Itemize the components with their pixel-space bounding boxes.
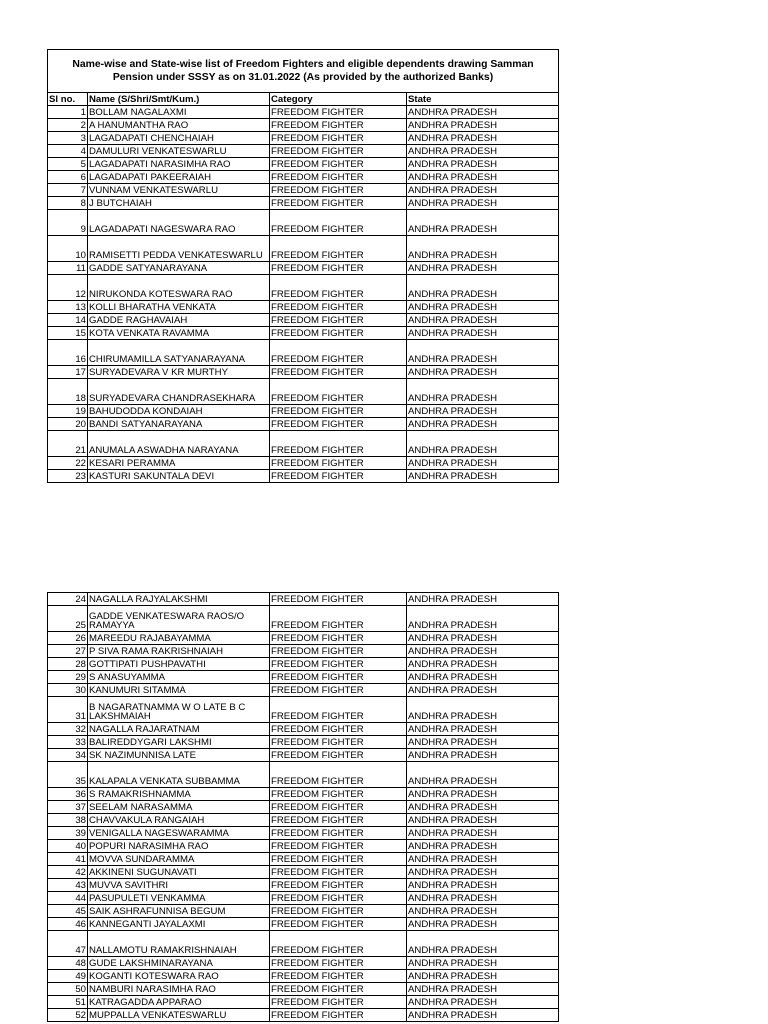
table-row (48, 171, 559, 184)
sl-cell: 37 (48, 801, 88, 814)
state-cell: ANDHRA PRADESH (407, 814, 559, 827)
state-cell: ANDHRA PRADESH (407, 957, 559, 970)
category-cell: FREEDOM FIGHTER (270, 119, 407, 132)
name-cell: NAGALLA RAJARATNAM (88, 723, 270, 736)
sl-cell: 34 (48, 749, 88, 762)
name-cell: LAGADAPATI NARASIMHA RAO (88, 158, 270, 171)
state-cell: ANDHRA PRADESH (407, 457, 559, 470)
state-cell: ANDHRA PRADESH (407, 840, 559, 853)
state-cell: ANDHRA PRADESH (407, 119, 559, 132)
state-cell: ANDHRA PRADESH (407, 749, 559, 762)
sl-cell: 29 (48, 671, 88, 684)
sl-cell: 46 (48, 918, 88, 931)
table-row (48, 119, 559, 132)
name-cell: SURYADEVARA CHANDRASEKHARA (88, 379, 270, 405)
table-row (48, 749, 559, 762)
state-cell: ANDHRA PRADESH (407, 658, 559, 671)
name-cell: BAHUDODDA KONDAIAH (88, 405, 270, 418)
name-cell: CHIRUMAMILLA SATYANARAYANA (88, 340, 270, 366)
state-cell: ANDHRA PRADESH (407, 762, 559, 788)
table-row (48, 671, 559, 684)
sl-cell: 42 (48, 866, 88, 879)
state-cell: ANDHRA PRADESH (407, 405, 559, 418)
table-row (48, 658, 559, 671)
sl-cell: 13 (48, 301, 88, 314)
name-cell: SURYADEVARA V KR MURTHY (88, 366, 270, 379)
state-cell: ANDHRA PRADESH (407, 1009, 559, 1022)
name-cell: B NAGARATNAMMA W O LATE B C LAKSHMAIAH (88, 697, 270, 723)
table-row (48, 275, 559, 301)
table-row (48, 814, 559, 827)
sl-cell: 7 (48, 184, 88, 197)
category-cell: FREEDOM FIGHTER (270, 853, 407, 866)
table-row (48, 853, 559, 866)
sl-cell: 31 (48, 697, 88, 723)
category-cell: FREEDOM FIGHTER (270, 840, 407, 853)
name-cell: AKKINENI SUGUNAVATI (88, 866, 270, 879)
state-cell: ANDHRA PRADESH (407, 379, 559, 405)
state-cell: ANDHRA PRADESH (407, 418, 559, 431)
category-cell: FREEDOM FIGHTER (270, 736, 407, 749)
name-cell: VUNNAM VENKATESWARLU (88, 184, 270, 197)
state-cell: ANDHRA PRADESH (407, 684, 559, 697)
sl-cell: 15 (48, 327, 88, 340)
state-cell: ANDHRA PRADESH (407, 340, 559, 366)
category-cell: FREEDOM FIGHTER (270, 892, 407, 905)
sl-cell: 49 (48, 970, 88, 983)
state-cell: ANDHRA PRADESH (407, 145, 559, 158)
table-row (48, 145, 559, 158)
pension-list-table-page-2 (47, 592, 559, 1022)
category-cell: FREEDOM FIGHTER (270, 457, 407, 470)
sl-cell: 22 (48, 457, 88, 470)
category-cell: FREEDOM FIGHTER (270, 470, 407, 483)
table-row (48, 645, 559, 658)
table-row (48, 723, 559, 736)
category-cell: FREEDOM FIGHTER (270, 931, 407, 957)
name-cell: NAMBURI NARASIMHA RAO (88, 983, 270, 996)
category-cell: FREEDOM FIGHTER (270, 132, 407, 145)
table-row (48, 918, 559, 931)
category-cell: FREEDOM FIGHTER (270, 671, 407, 684)
category-cell: FREEDOM FIGHTER (270, 236, 407, 262)
table-row (48, 931, 559, 957)
name-cell: RAMISETTI PEDDA VENKATESWARLU (88, 236, 270, 262)
name-cell: KALAPALA VENKATA SUBBAMMA (88, 762, 270, 788)
table-row (48, 366, 559, 379)
category-cell: FREEDOM FIGHTER (270, 379, 407, 405)
table-row (48, 184, 559, 197)
category-cell: FREEDOM FIGHTER (270, 762, 407, 788)
category-cell: FREEDOM FIGHTER (270, 723, 407, 736)
table-row (48, 158, 559, 171)
category-cell: FREEDOM FIGHTER (270, 275, 407, 301)
name-cell: GADDE RAGHAVAIAH (88, 314, 270, 327)
category-cell: FREEDOM FIGHTER (270, 262, 407, 275)
table-row (48, 892, 559, 905)
state-cell: ANDHRA PRADESH (407, 853, 559, 866)
name-cell: CHAVVAKULA RANGAIAH (88, 814, 270, 827)
table-row (48, 866, 559, 879)
category-cell: FREEDOM FIGHTER (270, 827, 407, 840)
category-cell: FREEDOM FIGHTER (270, 171, 407, 184)
category-cell: FREEDOM FIGHTER (270, 697, 407, 723)
state-cell: ANDHRA PRADESH (407, 723, 559, 736)
state-cell: ANDHRA PRADESH (407, 905, 559, 918)
state-cell: ANDHRA PRADESH (407, 470, 559, 483)
table-row (48, 879, 559, 892)
name-cell: KATRAGADDA APPARAO (88, 996, 270, 1009)
name-cell: KOLLI BHARATHA VENKATA (88, 301, 270, 314)
sl-cell: 20 (48, 418, 88, 431)
state-cell: ANDHRA PRADESH (407, 106, 559, 119)
sl-cell: 4 (48, 145, 88, 158)
name-cell: NALLAMOTU RAMAKRISHNAIAH (88, 931, 270, 957)
category-cell: FREEDOM FIGHTER (270, 684, 407, 697)
category-cell: FREEDOM FIGHTER (270, 645, 407, 658)
category-cell: FREEDOM FIGHTER (270, 197, 407, 210)
sl-cell: 26 (48, 632, 88, 645)
category-cell: FREEDOM FIGHTER (270, 918, 407, 931)
state-cell: ANDHRA PRADESH (407, 671, 559, 684)
state-cell: ANDHRA PRADESH (407, 158, 559, 171)
category-cell: FREEDOM FIGHTER (270, 405, 407, 418)
state-cell: ANDHRA PRADESH (407, 301, 559, 314)
name-cell: LAGADAPATI NAGESWARA RAO (88, 210, 270, 236)
sl-cell: 12 (48, 275, 88, 301)
category-cell: FREEDOM FIGHTER (270, 106, 407, 119)
name-cell: PASUPULETI VENKAMMA (88, 892, 270, 905)
category-cell: FREEDOM FIGHTER (270, 184, 407, 197)
state-cell: ANDHRA PRADESH (407, 918, 559, 931)
header-row (48, 93, 559, 106)
category-cell: FREEDOM FIGHTER (270, 593, 407, 606)
name-cell: MAREEDU RAJABAYAMMA (88, 632, 270, 645)
name-cell: MOVVA SUNDARAMMA (88, 853, 270, 866)
sl-cell: 5 (48, 158, 88, 171)
category-cell: FREEDOM FIGHTER (270, 340, 407, 366)
state-cell: ANDHRA PRADESH (407, 210, 559, 236)
sl-cell: 6 (48, 171, 88, 184)
state-cell: ANDHRA PRADESH (407, 236, 559, 262)
name-cell: LAGADAPATI CHENCHAIAH (88, 132, 270, 145)
name-cell: BOLLAM NAGALAXMI (88, 106, 270, 119)
state-cell: ANDHRA PRADESH (407, 697, 559, 723)
name-cell: NAGALLA RAJYALAKSHMI (88, 593, 270, 606)
table-row (48, 106, 559, 119)
category-cell: FREEDOM FIGHTER (270, 366, 407, 379)
table-row (48, 1009, 559, 1022)
state-cell: ANDHRA PRADESH (407, 262, 559, 275)
state-cell: ANDHRA PRADESH (407, 171, 559, 184)
state-cell: ANDHRA PRADESH (407, 314, 559, 327)
column-header-state: State (407, 93, 559, 106)
title-row (48, 50, 559, 93)
state-cell: ANDHRA PRADESH (407, 788, 559, 801)
category-cell: FREEDOM FIGHTER (270, 314, 407, 327)
sl-cell: 21 (48, 431, 88, 457)
table-row (48, 340, 559, 366)
sl-cell: 40 (48, 840, 88, 853)
name-cell: POPURI NARASIMHA RAO (88, 840, 270, 853)
category-cell: FREEDOM FIGHTER (270, 658, 407, 671)
sl-cell: 44 (48, 892, 88, 905)
category-cell: FREEDOM FIGHTER (270, 431, 407, 457)
table-row (48, 762, 559, 788)
name-cell: SK NAZIMUNNISA LATE (88, 749, 270, 762)
name-cell: KANNEGANTI JAYALAXMI (88, 918, 270, 931)
state-cell: ANDHRA PRADESH (407, 593, 559, 606)
name-cell: GADDE VENKATESWARA RAOS/O RAMAYYA (88, 606, 270, 632)
table-row (48, 684, 559, 697)
state-cell: ANDHRA PRADESH (407, 366, 559, 379)
category-cell: FREEDOM FIGHTER (270, 905, 407, 918)
state-cell: ANDHRA PRADESH (407, 931, 559, 957)
state-cell: ANDHRA PRADESH (407, 431, 559, 457)
table-row (48, 431, 559, 457)
state-cell: ANDHRA PRADESH (407, 970, 559, 983)
name-cell: VENIGALLA NAGESWARAMMA (88, 827, 270, 840)
sl-cell: 32 (48, 723, 88, 736)
name-cell: GADDE SATYANARAYANA (88, 262, 270, 275)
category-cell: FREEDOM FIGHTER (270, 879, 407, 892)
sl-cell: 51 (48, 996, 88, 1009)
state-cell: ANDHRA PRADESH (407, 327, 559, 340)
table-row (48, 996, 559, 1009)
category-cell: FREEDOM FIGHTER (270, 957, 407, 970)
table-row (48, 840, 559, 853)
name-cell: J BUTCHAIAH (88, 197, 270, 210)
pension-list-table-page-1 (47, 49, 559, 483)
name-cell: KASTURI SAKUNTALA DEVI (88, 470, 270, 483)
sl-cell: 41 (48, 853, 88, 866)
table-row (48, 983, 559, 996)
state-cell: ANDHRA PRADESH (407, 996, 559, 1009)
sl-cell: 16 (48, 340, 88, 366)
category-cell: FREEDOM FIGHTER (270, 327, 407, 340)
sl-cell: 17 (48, 366, 88, 379)
name-cell: MUPPALLA VENKATESWARLU (88, 1009, 270, 1022)
sl-cell: 27 (48, 645, 88, 658)
table-row (48, 606, 559, 632)
document-title: Name-wise and State-wise list of Freedom Fighters and eligible dependents drawing Samman Pension under SSSY as on 31.01.2022 (As provided by the authorized Banks) (48, 50, 559, 93)
sl-cell: 25 (48, 606, 88, 632)
state-cell: ANDHRA PRADESH (407, 736, 559, 749)
category-cell: FREEDOM FIGHTER (270, 210, 407, 236)
name-cell: ANUMALA ASWADHA NARAYANA (88, 431, 270, 457)
state-cell: ANDHRA PRADESH (407, 983, 559, 996)
table-row (48, 970, 559, 983)
sl-cell: 43 (48, 879, 88, 892)
category-cell: FREEDOM FIGHTER (270, 749, 407, 762)
sl-cell: 2 (48, 119, 88, 132)
state-cell: ANDHRA PRADESH (407, 866, 559, 879)
table-row (48, 697, 559, 723)
name-cell: MUVVA SAVITHRI (88, 879, 270, 892)
sl-cell: 24 (48, 593, 88, 606)
sl-cell: 11 (48, 262, 88, 275)
table-row (48, 314, 559, 327)
sl-cell: 38 (48, 814, 88, 827)
category-cell: FREEDOM FIGHTER (270, 970, 407, 983)
sl-cell: 39 (48, 827, 88, 840)
name-cell: SEELAM NARASAMMA (88, 801, 270, 814)
category-cell: FREEDOM FIGHTER (270, 606, 407, 632)
table-row (48, 827, 559, 840)
table-row (48, 418, 559, 431)
sl-cell: 30 (48, 684, 88, 697)
table-row (48, 457, 559, 470)
state-cell: ANDHRA PRADESH (407, 827, 559, 840)
name-cell: SAIK ASHRAFUNNISA BEGUM (88, 905, 270, 918)
name-cell: GOTTIPATI PUSHPAVATHI (88, 658, 270, 671)
state-cell: ANDHRA PRADESH (407, 606, 559, 632)
sl-cell: 1 (48, 106, 88, 119)
name-cell: KOTA VENKATA RAVAMMA (88, 327, 270, 340)
table-row (48, 905, 559, 918)
table-row (48, 379, 559, 405)
category-cell: FREEDOM FIGHTER (270, 632, 407, 645)
name-cell: NIRUKONDA KOTESWARA RAO (88, 275, 270, 301)
table-row (48, 132, 559, 145)
name-cell: LAGADAPATI PAKEERAIAH (88, 171, 270, 184)
name-cell: KOGANTI KOTESWARA RAO (88, 970, 270, 983)
category-cell: FREEDOM FIGHTER (270, 814, 407, 827)
sl-cell: 3 (48, 132, 88, 145)
sl-cell: 47 (48, 931, 88, 957)
sl-cell: 23 (48, 470, 88, 483)
column-header-category: Category (270, 93, 407, 106)
sl-cell: 48 (48, 957, 88, 970)
name-cell: S RAMAKRISHNAMMA (88, 788, 270, 801)
table-row (48, 788, 559, 801)
state-cell: ANDHRA PRADESH (407, 275, 559, 301)
column-header-name: Name (S/Shri/Smt/Kum.) (88, 93, 270, 106)
table-row (48, 957, 559, 970)
table-row (48, 736, 559, 749)
state-cell: ANDHRA PRADESH (407, 645, 559, 658)
name-cell: KESARI PERAMMA (88, 457, 270, 470)
name-cell: P SIVA RAMA RAKRISHNAIAH (88, 645, 270, 658)
category-cell: FREEDOM FIGHTER (270, 996, 407, 1009)
table-row (48, 301, 559, 314)
sl-cell: 28 (48, 658, 88, 671)
category-cell: FREEDOM FIGHTER (270, 983, 407, 996)
category-cell: FREEDOM FIGHTER (270, 801, 407, 814)
category-cell: FREEDOM FIGHTER (270, 788, 407, 801)
category-cell: FREEDOM FIGHTER (270, 158, 407, 171)
sl-cell: 18 (48, 379, 88, 405)
name-cell: GUDE LAKSHMINARAYANA (88, 957, 270, 970)
category-cell: FREEDOM FIGHTER (270, 418, 407, 431)
table-row (48, 632, 559, 645)
table-row (48, 197, 559, 210)
sl-cell: 33 (48, 736, 88, 749)
table-row (48, 210, 559, 236)
state-cell: ANDHRA PRADESH (407, 132, 559, 145)
name-cell: DAMULURI VENKATESWARLU (88, 145, 270, 158)
sl-cell: 45 (48, 905, 88, 918)
sl-cell: 36 (48, 788, 88, 801)
state-cell: ANDHRA PRADESH (407, 801, 559, 814)
column-header-sl-no: Sl no. (48, 93, 88, 106)
sl-cell: 52 (48, 1009, 88, 1022)
name-cell: A HANUMANTHA RAO (88, 119, 270, 132)
category-cell: FREEDOM FIGHTER (270, 301, 407, 314)
name-cell: BANDI SATYANARAYANA (88, 418, 270, 431)
sl-cell: 35 (48, 762, 88, 788)
sl-cell: 19 (48, 405, 88, 418)
sl-cell: 8 (48, 197, 88, 210)
table-row (48, 470, 559, 483)
name-cell: KANUMURI SITAMMA (88, 684, 270, 697)
table-row (48, 262, 559, 275)
sl-cell: 14 (48, 314, 88, 327)
category-cell: FREEDOM FIGHTER (270, 1009, 407, 1022)
state-cell: ANDHRA PRADESH (407, 184, 559, 197)
table-row (48, 405, 559, 418)
table-row (48, 593, 559, 606)
category-cell: FREEDOM FIGHTER (270, 145, 407, 158)
name-cell: BALIREDDYGARI LAKSHMI (88, 736, 270, 749)
sl-cell: 50 (48, 983, 88, 996)
category-cell: FREEDOM FIGHTER (270, 866, 407, 879)
name-cell: S ANASUYAMMA (88, 671, 270, 684)
sl-cell: 10 (48, 236, 88, 262)
state-cell: ANDHRA PRADESH (407, 632, 559, 645)
table-row (48, 327, 559, 340)
state-cell: ANDHRA PRADESH (407, 879, 559, 892)
sl-cell: 9 (48, 210, 88, 236)
state-cell: ANDHRA PRADESH (407, 197, 559, 210)
table-row (48, 236, 559, 262)
table-row (48, 801, 559, 814)
state-cell: ANDHRA PRADESH (407, 892, 559, 905)
